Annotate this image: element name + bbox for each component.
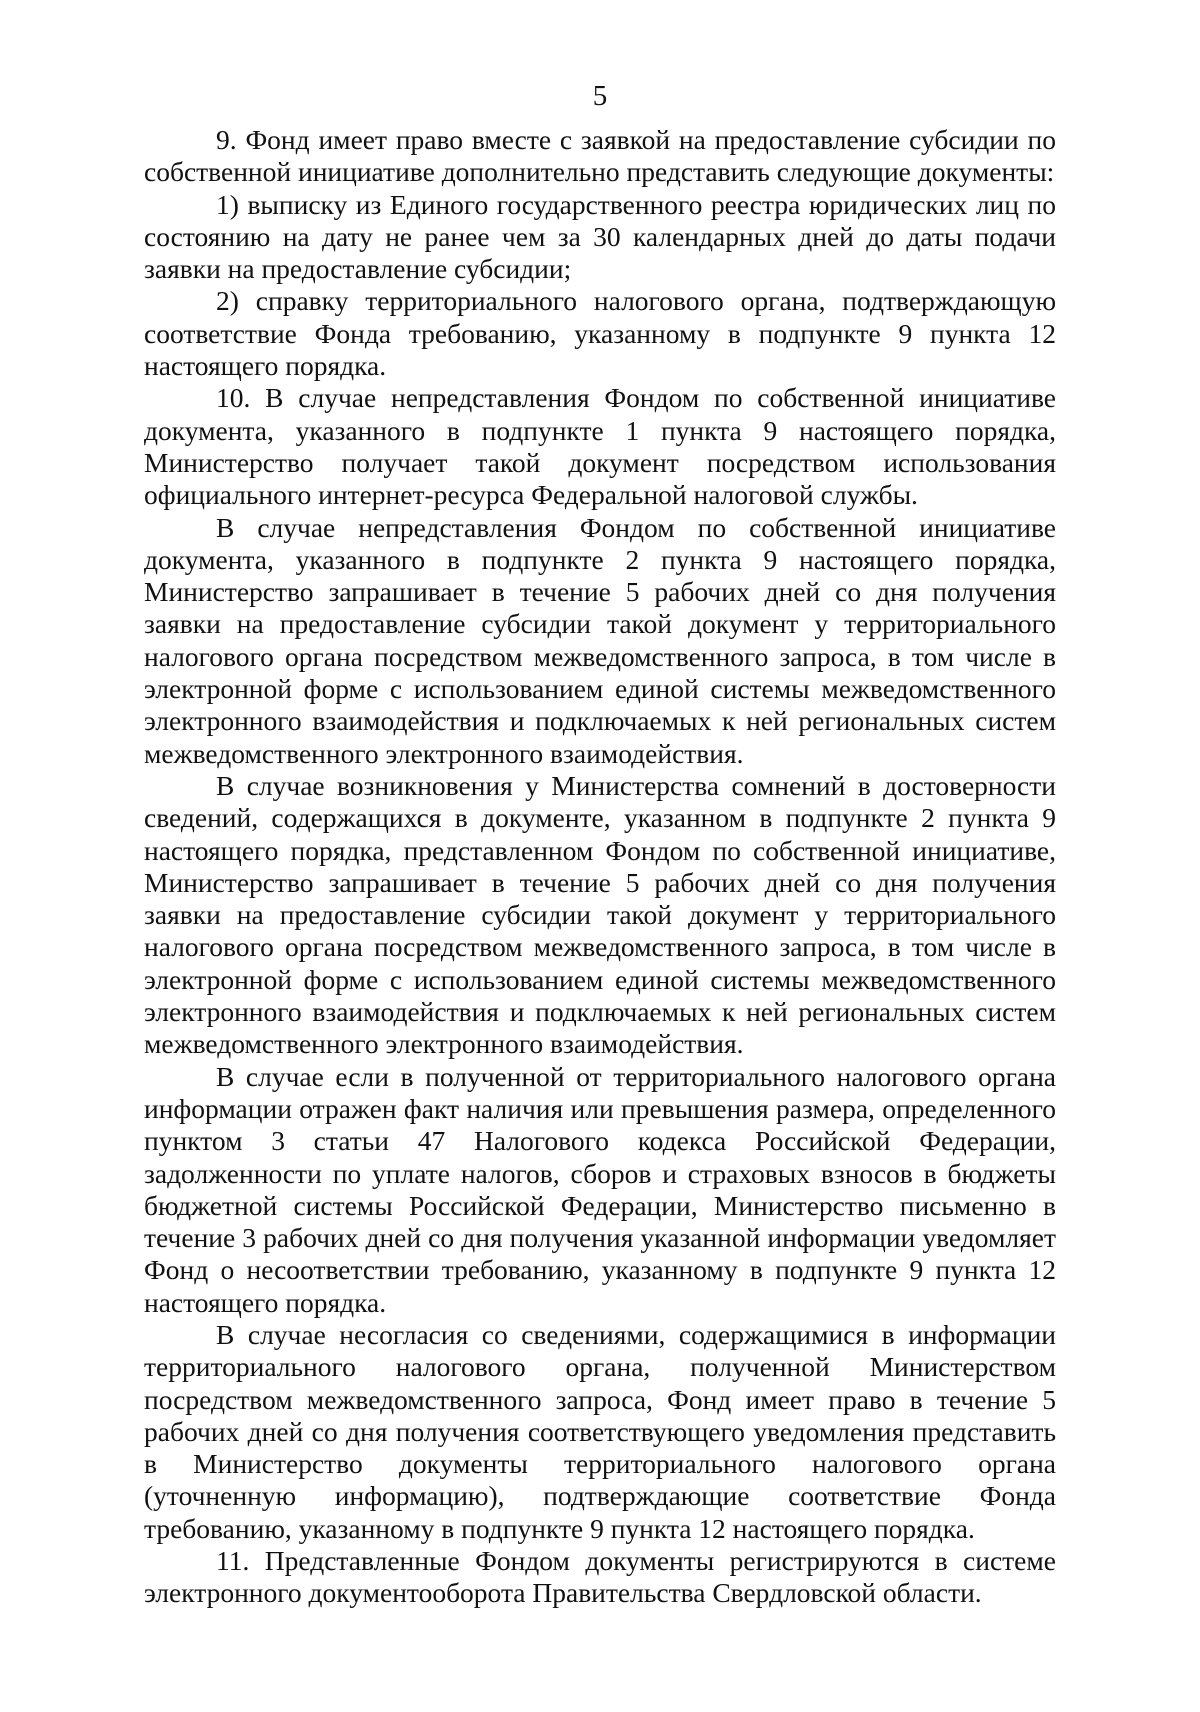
- paragraph-9-item-1: 1) выписку из Единого государственного реестра юридических лиц по состоянию на дату не ранее чем за 30 календарных дней до даты подачи заявки на предоставление субсидии;: [144, 188, 1056, 285]
- paragraph-11: 11. Представленные Фондом документы регистрируются в системе электронного документооборота Правительства Свердловской области.: [144, 1545, 1056, 1609]
- document-body: [144, 124, 1056, 1610]
- page-number: 5: [592, 80, 608, 112]
- paragraph-10-part-5: В случае несогласия со сведениями, содержащимися в информации территориального налогового органа, полученной Министерством посредством межведомственного запроса, Фонд имеет право в течение 5 рабочих дней со дня получения соответствующего уведомления представить в Министерство документы территориального налогового органа (уточненную информацию), подтверждающие соответствие Фонда требованию, указанному в подпункте 9 пункта 12 настоящего порядка.: [144, 1318, 1056, 1544]
- paragraph-10-part-4: В случае если в полученной от территориального налогового органа информации отражен факт наличия или превышения размера, определенного пунктом 3 статьи 47 Налогового кодекса Российской Федерации, задолженности по уплате налогов, сборов и страховых взносов в бюджеты бюджетной системы Российской Федерации, Министерство письменно в течение 3 рабочих дней со дня получения указанной информации уведомляет Фонд о несоответствии требованию, указанному в подпункте 9 пункта 12 настоящего порядка.: [144, 1060, 1056, 1318]
- paragraph-10: 10. В случае непредставления Фондом по собственной инициативе документа, указанного в подпункте 1 пункта 9 настоящего порядка, Министерство получает такой документ посредством использования официального интернет-ресурса Федеральной налоговой службы.: [144, 382, 1056, 511]
- paragraph-10-part-2: В случае непредставления Фондом по собственной инициативе документа, указанного в подпункте 2 пункта 9 настоящего порядка, Министерство запрашивает в течение 5 рабочих дней со дня получения заявки на предоставление субсидии такой документ у территориального налогового органа посредством межведомственного запроса, в том числе в электронной форме с использованием единой системы межведомственного электронного взаимодействия и подключаемых к ней региональных систем межведомственного электронного взаимодействия.: [144, 511, 1056, 769]
- paragraph-10-part-3: В случае возникновения у Министерства сомнений в достоверности сведений, содержащихся в документе, указанном в подпункте 2 пункта 9 настоящего порядка, представленном Фондом по собственной инициативе, Министерство запрашивает в течение 5 рабочих дней со дня получения заявки на предоставление субсидии такой документ у территориального налогового органа посредством межведомственного запроса, в том числе в электронной форме с использованием единой системы межведомственного электронного взаимодействия и подключаемых к ней региональных систем межведомственного электронного взаимодействия.: [144, 769, 1056, 1060]
- paragraph-9-item-2: 2) справку территориального налогового органа, подтверждающую соответствие Фонда требованию, указанному в подпункте 9 пункта 12 настоящего порядка.: [144, 285, 1056, 382]
- paragraph-9: 9. Фонд имеет право вместе с заявкой на предоставление субсидии по собственной инициативе дополнительно представить следующие документы:: [144, 124, 1056, 188]
